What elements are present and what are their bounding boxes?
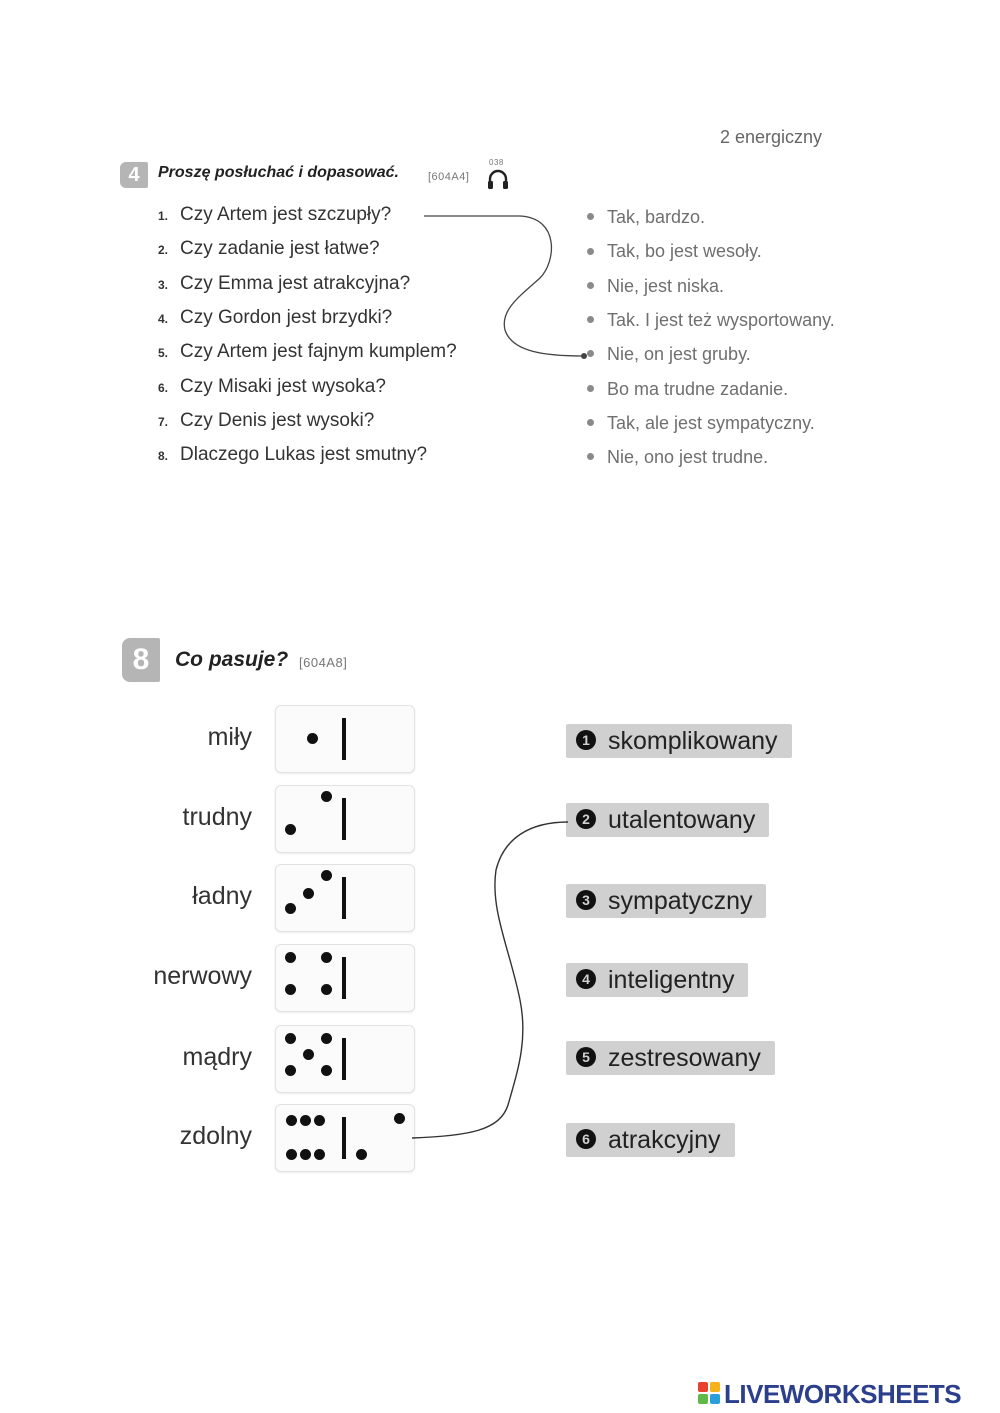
cut-off-text: 2 energiczny: [720, 127, 823, 147]
answer-text: Nie, ono jest trudne.: [607, 447, 769, 468]
adjective-word: mądry: [182, 1043, 252, 1071]
adjective-word: trudny: [182, 803, 252, 831]
adjective-word: nerwowy: [153, 962, 252, 990]
answer-text: Bo ma trudne zadanie.: [607, 378, 789, 399]
question-number: 6.: [158, 380, 169, 395]
option-number-icon: 5: [576, 1047, 596, 1067]
option-number-icon: 4: [576, 969, 596, 989]
question-text: Czy Gordon jest brzydki?: [180, 306, 393, 328]
option-number-icon: 2: [576, 809, 596, 829]
liveworksheets-logo-icon: [698, 1382, 720, 1404]
exercise-4-number-badge: 4: [120, 162, 148, 188]
answer-text: Tak, bo jest wesoły.: [607, 241, 762, 262]
option-text: inteligentny: [608, 966, 735, 994]
liveworksheets-logo-text: LIVEWORKSHEETS: [724, 1379, 962, 1409]
question-number: 4.: [158, 311, 169, 326]
answer-text: Tak, bardzo.: [607, 207, 706, 227]
question-text: Dlaczego Lukas jest smutny?: [180, 444, 428, 466]
question-number: 3.: [158, 277, 169, 292]
option-number-icon: 6: [576, 1129, 596, 1149]
question-number: 7.: [158, 414, 169, 429]
question-text: Czy Misaki jest wysoka?: [180, 375, 386, 397]
option-text: zestresowany: [608, 1044, 761, 1072]
question-text: Czy Artem jest fajnym kumplem?: [180, 341, 457, 363]
option-text: skomplikowany: [608, 727, 778, 755]
exercise-4-title: Proszę posłuchać i dopasować.: [158, 164, 399, 181]
exercise-4-code: [604A4]: [428, 171, 470, 183]
option-text: atrakcyjny: [608, 1126, 721, 1154]
exercise-8-code: [604A8]: [299, 655, 348, 670]
option-text: sympatyczny: [608, 887, 753, 915]
question-text: Czy zadanie jest łatwe?: [180, 238, 380, 260]
exercise-8-connector-line: [0, 600, 1000, 1200]
option-number-icon: 3: [576, 890, 596, 910]
question-number: 8.: [158, 449, 169, 464]
option-text: utalentowany: [608, 806, 756, 834]
adjective-word: ładny: [192, 882, 252, 910]
adjective-word: zdolny: [179, 1122, 252, 1150]
answer-text: Tak, ale jest sympatyczny.: [607, 412, 815, 433]
adjective-word: miły: [207, 723, 252, 751]
question-number: 2.: [158, 243, 169, 258]
question-text: Czy Artem jest szczupły?: [180, 204, 392, 225]
question-text: Czy Emma jest atrakcyjna?: [180, 272, 411, 294]
audio-track-number: 038: [489, 158, 504, 167]
option-number-icon: 1: [576, 730, 596, 750]
question-number: 1.: [158, 209, 169, 223]
answer-text: Nie, jest niska.: [607, 275, 725, 296]
question-number: 5.: [158, 346, 169, 361]
answer-text: Tak. I jest też wysportowany.: [607, 309, 835, 330]
question-text: Czy Denis jest wysoki?: [180, 409, 375, 431]
exercise-4-connector-line: [0, 0, 1000, 600]
exercise-8-title: Co pasuje?: [175, 648, 289, 671]
answer-text: Nie, on jest gruby.: [607, 344, 751, 365]
exercise-8-number-badge: 8: [122, 638, 160, 682]
